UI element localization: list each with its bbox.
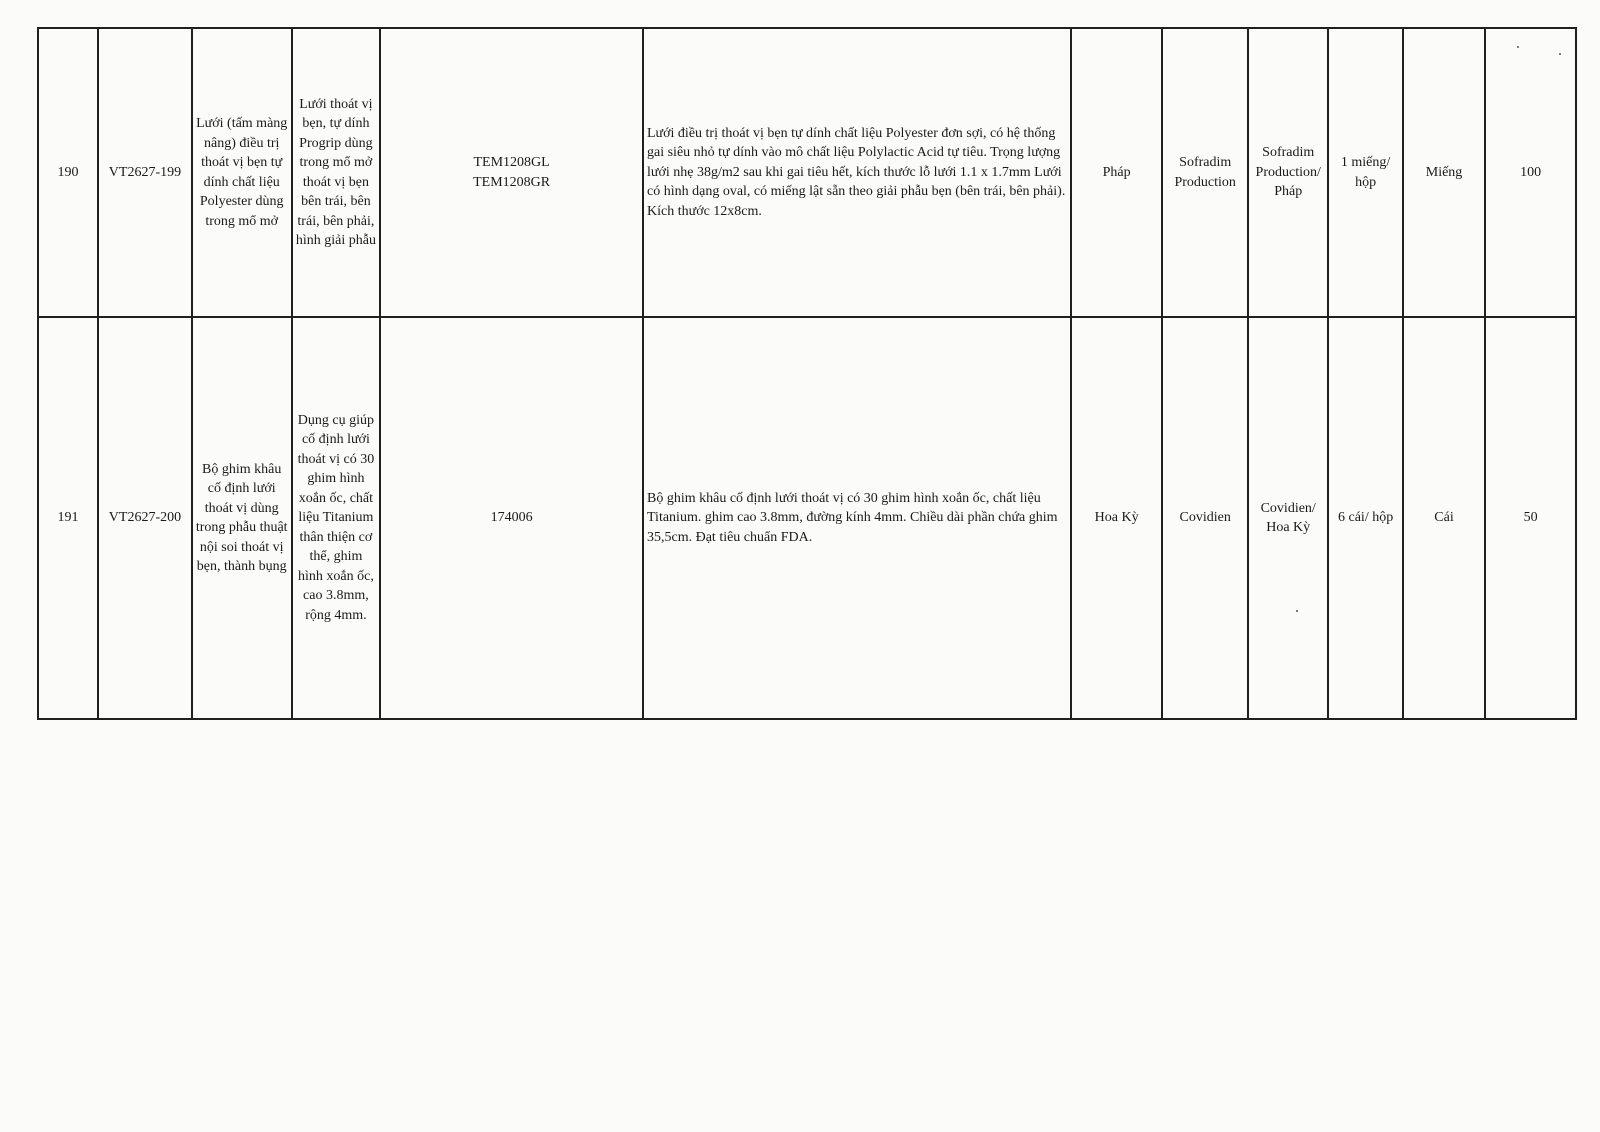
cell-origin: Hoa Kỳ (1071, 317, 1163, 719)
cell-manufacturer: Covidien (1162, 317, 1248, 719)
cell-manufacturer: Sofradim Production (1162, 28, 1248, 317)
cell-spec-short: Dụng cụ giúp cố định lưới thoát vị có 30 ghim hình xoắn ốc, chất liệu Titanium thân thiện cơ thể, ghim hình xoắn ốc, cao 3.8mm, rộng 4mm. (292, 317, 381, 719)
cell-name: Lưới (tấm màng nâng) điều trị thoát vị bẹn tự dính chất liệu Polyester dùng trong mổ mở (192, 28, 292, 317)
tender-items-table (37, 27, 1577, 720)
cell-unit: Cái (1403, 317, 1486, 719)
cell-owner: Covidien/ Hoa Kỳ (1248, 317, 1328, 719)
model-code: TEM1208GR (473, 174, 551, 190)
cell-code: VT2627-200 (98, 317, 192, 719)
scan-speck (1559, 53, 1561, 55)
cell-packing: 6 cái/ hộp (1328, 317, 1402, 719)
cell-unit: Miếng (1403, 28, 1486, 317)
cell-stt: 191 (38, 317, 98, 719)
cell-origin: Pháp (1071, 28, 1163, 317)
cell-stt: 190 (38, 28, 98, 317)
table-row (38, 28, 1576, 317)
cell-quantity: 100 (1485, 28, 1576, 317)
cell-model (380, 28, 643, 317)
cell-code: VT2627-199 (98, 28, 192, 317)
scan-speck (1296, 610, 1298, 612)
cell-description: Bộ ghim khâu cố định lưới thoát vị có 30 ghim hình xoắn ốc, chất liệu Titanium. ghim cao 3.8mm, đường kính 4mm. Chiều dài phần chứa ghim 35,5cm. Đạt tiêu chuẩn FDA. (643, 317, 1071, 719)
cell-spec-short: Lưới thoát vị bẹn, tự dính Progrip dùng trong mổ mở thoát vị bẹn bên trái, bên trái, bên phải, hình giải phẫu (292, 28, 381, 317)
scan-speck (1517, 46, 1519, 48)
model-code: 174006 (490, 510, 533, 526)
cell-name: Bộ ghim khâu cố định lưới thoát vị dùng trong phẫu thuật nội soi thoát vị bẹn, thành bụng (192, 317, 292, 719)
cell-model (380, 317, 643, 719)
cell-description: Lưới điều trị thoát vị bẹn tự dính chất liệu Polyester đơn sợi, có hệ thống gai siêu nhỏ tự dính vào mô chất liệu Polylactic Acid tự tiêu. Trọng lượng lưới nhẹ 38g/m2 sau khi gai tiêu hết, kích thước lỗ lưới 1.1 x 1.7mm Lưới có hình dạng oval, có miếng lật sẵn theo giải phẫu bẹn (bên trái, bên phải). Kích thước 12x8cm. (643, 28, 1071, 317)
cell-packing: 1 miếng/ hộp (1328, 28, 1402, 317)
model-code: TEM1208GL (473, 155, 550, 170)
cell-owner: Sofradim Production/ Pháp (1248, 28, 1328, 317)
table-row (38, 317, 1576, 719)
cell-quantity: 50 (1485, 317, 1576, 719)
